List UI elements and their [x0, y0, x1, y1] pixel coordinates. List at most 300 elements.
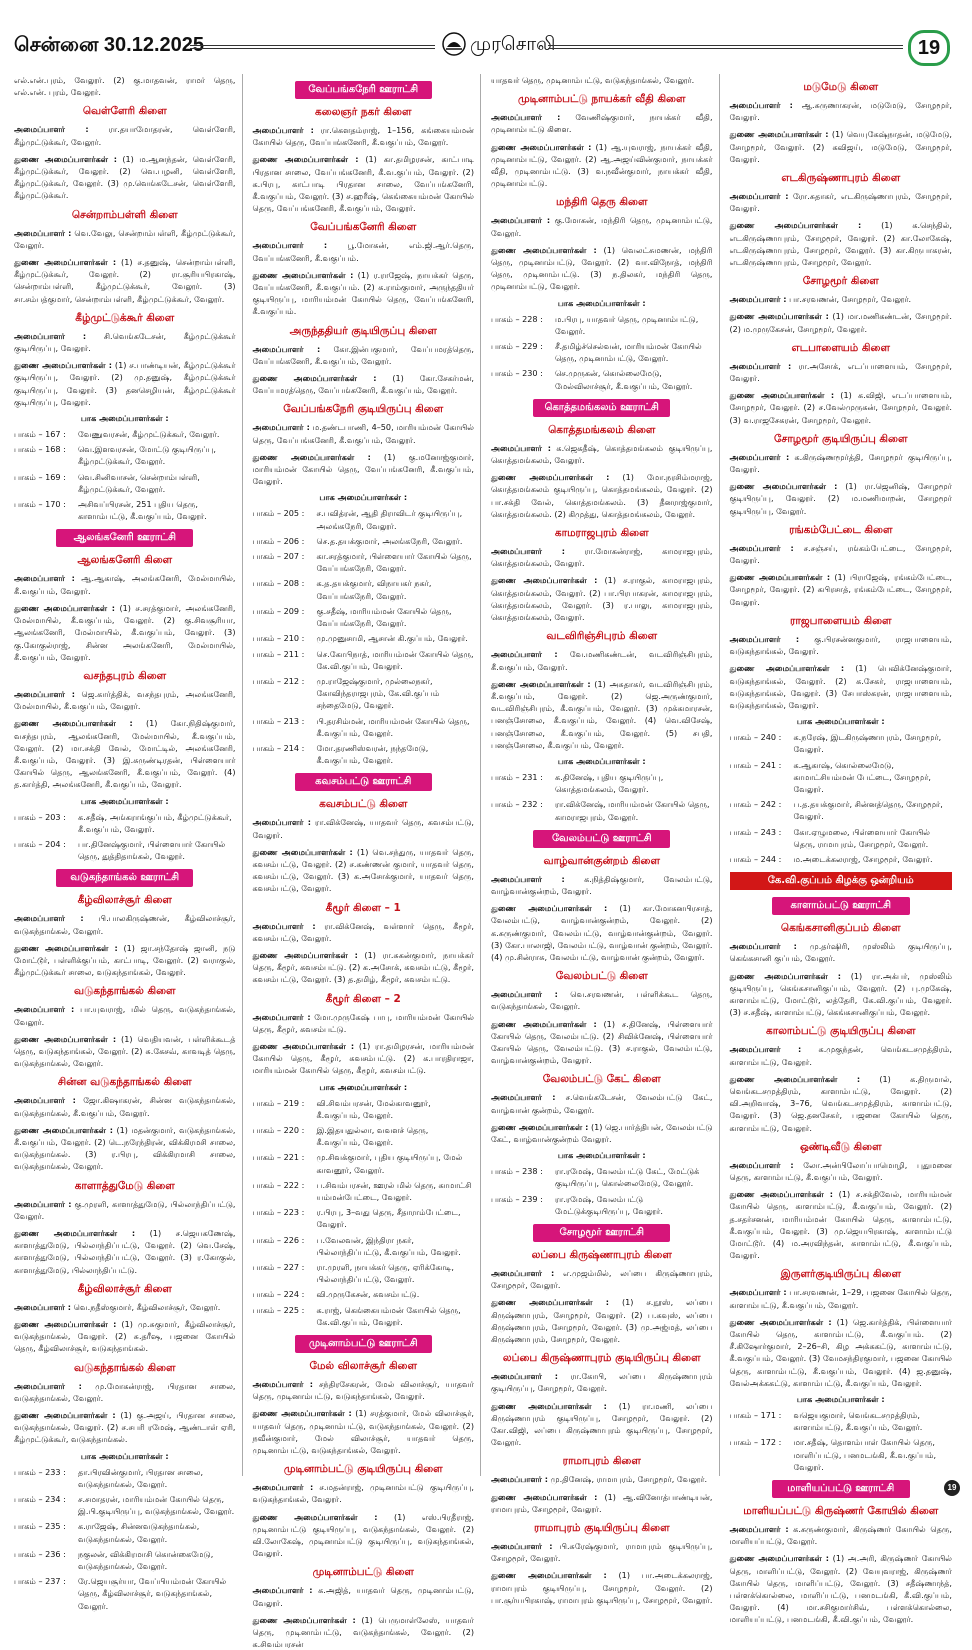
entry-text: (1) ரா.தமிழரசன், மாரியம்மன் கோயில் தெரு, கீழூர், கவசம்பட்டு. (2) க.பாரதிராஜா, மாரியம்மன் கோயில் தெரு, கீழூர், கவசம்பட்டு.	[252, 1040, 474, 1076]
booth-organisers-heading: பாக அமைப்பாளர்கள் :	[319, 1081, 408, 1092]
organiser-entry	[253, 124, 475, 148]
entry-label: அமைப்பாளர் :	[252, 920, 316, 931]
booth-row	[253, 1151, 475, 1175]
entry-text: எ.முஜம்மில், லப்பை கிருஷ்ணாபுரம், சோழமூர், வேலூர்.	[491, 1268, 713, 1291]
entry-text: (1) பெவிக்னேஷ்குமார், வடுகந்தாங்கல், வேலூர். (2) க.சேகர், ராஜபாளையம், வடுகந்தாங்கல், வேலூர். (3) சேபாஸ்கரன், ராஜபாளையம், வடுகந்தாங்கல், வேலூர்.	[729, 663, 952, 710]
booth-organiser: ர.பிரபு, 3–வது தெரு, சீதாராம்பேட்டை, வேலூர்.	[316, 1207, 461, 1230]
deputy-organisers-entry	[730, 1552, 953, 1625]
entry-text: வெ.வேலு, சென்றாம்பள்ளி, கீழ்முட்டுக்கூர், வேலூர்.	[14, 227, 236, 250]
panchayat-banner: கொத்தமங்கலம் ஊராட்சி	[533, 399, 670, 417]
entry-text: பூ.மோகன், எம்.ஜி.ஆர்.தெரு, வேப்பங்கனேரி, கீ.வகுப்பம்.	[252, 240, 474, 263]
entry-label: அமைப்பாளர் :	[491, 989, 558, 1000]
deputy-organisers-entry	[253, 451, 475, 488]
entry-text: (1) கா.மோகனபிரசாத், வேலம்பட்டு, வாழ்வான்குன்றம், வேலூர். (2) க.சுருண்குமார், வேலம்பட்டு, வாழ்வான்குன்றம், வேலூர். (3) கோ.பாலாஜி, வேலம்பட்டு, வாழ்வான் குன்றம், வேலூர். (4) மு.சின்ராசு, வேலம்பட்டு, வாழ்வான் குன்றம், வேலூர்.	[491, 903, 713, 962]
deputy-organisers-entry	[253, 153, 475, 214]
booth-organiser: க.ராஜ், கெங்கையம்மன் கோயில் தெரு, கே.வி.குப்பம், வேலூர்.	[316, 1304, 461, 1327]
booth-organiser: வேணுவரசன், கீழ்முட்டுக்கூர், வேலூர்.	[78, 429, 220, 440]
entry-text: கு.மோகன், மந்திரி தெரு, முடினாம்பட்டு, வேலூர்.	[491, 215, 713, 238]
booth-row	[14, 1575, 236, 1612]
organiser-entry	[253, 1481, 475, 1505]
column-3	[491, 74, 720, 1605]
entry-label: துணை அமைப்பாளர்கள் :	[491, 903, 608, 914]
deputy-organisers-entry	[491, 1121, 713, 1145]
entry-label: துணை அமைப்பாளர்கள் :	[14, 360, 112, 371]
entry-label: துணை அமைப்பாளர்கள் :	[491, 1121, 589, 1132]
booth-number: பாகம் – 232 :	[491, 799, 543, 810]
entry-label: அமைப்பாளர் :	[491, 1474, 549, 1485]
branch-heading: வாழ்வான்குன்றம் கிளை	[543, 854, 660, 867]
booth-organiser: தா.பிரவின்குமார், பிரதான சாலை, வடுகந்தாங்கல், வேலூர்.	[78, 1466, 204, 1489]
booth-organiser: மு.முனுசாமி, ஆசான் கி.குப்பம், வேலூர்.	[316, 633, 468, 644]
branch-heading: லப்பை கிருஷ்ணாபுரம் கிளை	[531, 1249, 672, 1261]
deputy-organisers-entry	[730, 480, 953, 517]
booth-organiser: ம.பிரபு, யாதவர் தெரு, முடினாம்பட்டு, வேலூர்.	[555, 313, 699, 336]
branch-heading: கலைஞர் நகர் கிளை	[315, 106, 412, 118]
entry-text: மு.தர்ஷிரி, முஸ்லிம் குடியிருப்பு, கெங்கசானி குப்பம், வேலூர்.	[729, 941, 952, 964]
deputy-organisers-entry	[491, 574, 713, 623]
entry-text: (1) மோ.நரசிம்மராஜ், கொத்தமங்கலம் குடியிருப்பு, கொத்தமங்கலம், வேலூர். (2) பா.சக்தி வேல், கொத்தமங்கலம். (3) தீனராஜ்குமார், கொத்தமங்கலம். (2) கிமுத்து, கொத்தமங்கலம், வேலூர்.	[491, 472, 713, 519]
organiser-entry	[14, 1003, 236, 1027]
branch-heading: கவசம்பட்டு கிளை	[319, 798, 408, 811]
deputy-organisers-entry	[14, 256, 236, 305]
booth-organiser: க.த.தயக்குமார், விநாயகர் நகர், வேப்பங்கநேரி, வேலூர்.	[316, 578, 432, 601]
booth-number: பாகம் – 225 :	[252, 1304, 305, 1315]
entry-text: (1) ச.பாண்டியன், கீழ்முட்டுக்கூர் குடியிருப்பு, வேலூர். (2) மு.தனுஷ், கீழ்முட்டுக்கூர் குடியிருப்பு, வேலூர். (3) தனசெழியன், கீழ்முட்டுக்கூர் குடியிருப்பு, வேலூர்.	[14, 360, 236, 407]
booth-organiser: சீ.தமிழ்ச்செல்வன், மாரியம்மன் கோயில் தெரு, முடினாம்பட்டு, வேலூர்.	[555, 341, 702, 364]
entry-text: க.நித்திஷ்குமார், வேலம்பட்டு, வாழ்வான்குன்றம், வேலூர்.	[491, 873, 713, 896]
entry-label: அமைப்பாளர் :	[14, 1301, 72, 1312]
booth-row	[14, 838, 236, 862]
organiser-entry	[491, 873, 713, 897]
entry-label: அமைப்பாளர் :	[491, 546, 565, 557]
panchayat-banner: வேலம்பட்டு ஊராட்சி	[533, 830, 670, 848]
branch-heading: வெள்ளேரி கிளை	[82, 105, 167, 118]
entry-label: அமைப்பாளர் :	[252, 240, 328, 251]
entry-label: துணை அமைப்பாளர்கள் :	[491, 575, 598, 586]
panchayat-banner: முடினாம்பட்டு ஊராட்சி	[295, 1335, 432, 1353]
entry-label: அமைப்பாளர் :	[729, 1287, 787, 1298]
booth-row	[253, 1261, 475, 1285]
booth-organiser: ப.சிவம்பரசன், ஊரல் மில் தெரு, காமாட்சி யம்மன்பேட்டை, வேலூர்.	[316, 1179, 472, 1202]
entry-label: துணை அமைப்பாளர்கள் :	[729, 970, 842, 981]
entry-text: ரா.விக்னேஷ், வள்ளார் தெரு, கீழூர், கவசம்பட்டு, வேலூர்.	[252, 920, 474, 943]
deputy-organisers-entry	[730, 389, 953, 426]
booth-organiser: ரா.ரமேஷ், வேலம்பட்டு கேட், மேட்டுக் குடியிருப்பு, கொல்லைமேடு, வேலூர்.	[555, 1166, 700, 1189]
booth-number: பாகம் – 235 :	[14, 1521, 66, 1532]
entry-text: ரா.கோபி, லப்பை கிருஷ்ணாபுரம் குடியிருப்பு, சோழமூர், வேலூர்.	[491, 1371, 713, 1394]
organiser-entry	[253, 1378, 475, 1402]
column-1	[14, 74, 243, 1611]
entry-label: அமைப்பாளர் :	[729, 542, 794, 553]
entry-text: (1) ச.நூஸ், லப்பை கிருஷ்ணாபுரம், சோழமூர், வேலூர். (2) ப.கவுஸ், லப்பை கிருஷ்ணாபுரம், சோழமூர், வேலூர். (3) மு.அஜ்மத், லப்பை கிருஷ்ணாபுரம், சோழமூர், வேலூர்.	[491, 1297, 713, 1345]
booth-number: பாகம் – 172 :	[729, 1437, 782, 1448]
branch-heading: ஆலங்கனேரி கிளை	[77, 554, 173, 567]
deputy-organisers-entry	[14, 1318, 236, 1355]
deputy-organisers-entry	[730, 1188, 953, 1261]
entry-text: ரா.தயாமோதரன், வெள்ளேரி, கீழ்முட்டுக்கூர், வேலூர்.	[14, 124, 236, 147]
entry-text: (1) க.திருமால், வெங்கடசமுத்திரம், காளாம்பட்டு, வேலூர். (2) வி.அறிவாஷ், 3–76, வெங்கடசமுத்திரம், காளாம்பட்டு, வேலூர். (3) ஜெ.தனசேகர், பஜனை கோயில் தெரு, காளாம்பட்டு, வேலூர்.	[729, 1073, 952, 1133]
booth-organiser: க.தினேஷ், புதிய குடியிருப்பு, கொத்தமங்கலம், வேலூர்.	[555, 771, 664, 795]
booth-organiser: நகுலன், விக்கிரமாசி கொன்கைமேடு, வடுகந்தாங்கல், வேலூர்.	[78, 1548, 214, 1572]
entry-text: வெ.நதீஸ்குமார், கீழ்விலாச்சூர், வேலூர்.	[71, 1301, 221, 1312]
entry-text: பா.யுவராஜ், மில் தெரு, வடுகந்தாங்கல், வேலூர்.	[14, 1004, 236, 1027]
branch-heading: வேப்பங்கநேரி குடியிருப்பு கிளை	[283, 403, 444, 416]
panchayat-banner: வேப்பங்கநேரி ஊராட்சி	[295, 81, 432, 99]
booth-number: பாகம் – 213 :	[252, 715, 305, 726]
booth-number: பாகம் – 234 :	[14, 1494, 66, 1505]
branch-heading: சென்றாம்பள்ளி கிளை	[71, 208, 178, 221]
booth-organiser: கா.சரத்குமார், பிள்ளையார் கோயில் தெரு, வேப்பங்கநேரி, வேலூர்.	[316, 551, 472, 574]
booth-organiser: செ.முருகன், கொல்லைமேடு, மேல்விலாச்சூர், கீ.வகுப்பம், வேலூர்.	[555, 368, 693, 391]
booth-number: பாகம் – 210 :	[252, 633, 305, 644]
entry-label: துணை அமைப்பாளர்கள் :	[491, 1018, 597, 1029]
booth-organiser: ரே.ஜெயசூர்யா, வேப்பியம்மன் கோயில் தெரு, கீழ்விலாச்சூர், வடுகந்தாங்கல், வேலூர்.	[78, 1576, 227, 1611]
booth-organiser: வி.சிவம்பரசன், மேல்காவனூர், கீ.வகுப்பம், வேலூர்.	[316, 1097, 431, 1120]
entry-text: மு.மோகன்ராஜ், பிரதான சாலை, வடுகந்தாங்கல், வேலூர்.	[14, 1380, 236, 1403]
entry-label: துணை அமைப்பாளர்கள் :	[491, 1491, 598, 1502]
entry-text: சந்திரசேகரன், மேல் விலாச்சூர், யாதவர் தெரு, முடினாம்பட்டு, வடுகந்தாங்கல், வேலூர்.	[252, 1379, 474, 1402]
panchayat-banner: மாளியப்பட்டு ஊராட்சி	[772, 1480, 910, 1498]
booth-row	[253, 715, 475, 739]
booth-organiser: ம.அடைக்கலராஜ், சோழமூர், வேலூர்.	[793, 853, 933, 864]
branch-heading: முடினாம்பட்டு குடியிருப்பு கிளை	[283, 1463, 443, 1476]
booth-number: பாகம் – 220 :	[252, 1124, 305, 1135]
entry-label: அமைப்பாளர் :	[252, 1379, 313, 1390]
entry-text: பா.சரவணன், சோழமூர், வேலூர்.	[786, 294, 912, 305]
entry-text: க.சுருண்குமார், கிருஷ்ணர் கோயில் தெரு, மாளியப்பட்டு, வேலூர்.	[729, 1524, 953, 1547]
branch-heading: மாளியப்பட்டு கிருஷ்ணர் கோயில் கிளை	[743, 1505, 939, 1518]
booth-number: பாகம் – 233 :	[14, 1466, 66, 1477]
booth-organiser: ரா.விக்னேஷ், மாரியம்மன் கோயில் தெரு, காமராஜபுரம், வேலூர்.	[555, 799, 710, 822]
branch-heading: எடகிருஷ்ணாபுரம் கிளை	[781, 172, 901, 185]
panchayat-banner: ஆலங்கனேரி ஊராட்சி	[56, 529, 193, 547]
entry-text: (1) பா.அடைக்கலராஜ், ராமாபுரம் குடியிருப்பு, சோழமூர், வேலூர். (2) பா.சூர்யபிரகாஷ், ராமாபுரம் குடியிருப்பு, சோழமூர், வேலூர்.	[491, 1570, 713, 1605]
organiser-entry	[730, 451, 953, 475]
entry-text: (1) ரா.சுகன்குமார், நாயக்கர் தெரு, கீழூர், கவசம்பட்டு. (2) க.அசோக், கவசம்பட்டு, கீழூர், கவசம்பட்டு, வேலூர். (3) த.தமிழ், கீழூர், கவசம்பட்டு.	[252, 949, 474, 985]
booth-number: பாகம் – 205 :	[252, 508, 305, 519]
entry-label: அமைப்பாளர் :	[14, 227, 72, 238]
organiser-entry	[14, 912, 236, 936]
deputy-organisers-entry	[253, 269, 475, 318]
entry-text: (1) ச.ராகுல், காமராஜபுரம், கொத்தமங்கலம், வேலூர். (2) பா.பிரபாகரன், காமராஜபுரம், கொத்தமங்கலம், வேலூர். (3) ர.பாலு, காமராஜபுரம், கொத்தமங்கலம், வேலூர்.	[491, 575, 713, 623]
entry-text: பி.சுரேஷ்குமார், ராமாபுரம் குடியிருப்பு, சோழமூர், வேலூர்.	[491, 1541, 713, 1564]
organiser-entry	[253, 239, 475, 263]
booth-row	[253, 1288, 475, 1300]
booth-number: பாகம் – 206 :	[252, 535, 305, 546]
booth-row	[253, 535, 475, 547]
entry-label: அமைப்பாளர் :	[491, 1268, 555, 1278]
entry-text: (1) கோ.சேகர்மன், வேப்பமரத்தெரு, வேப்பங்கனேரி, கீ.வகுப்பம், வேலூர்.	[252, 373, 474, 396]
branch-heading: இருளர்குடியிருப்பு கிளை	[780, 1268, 901, 1281]
entry-text: (1) சரத்குமார், மேல் விலாச்சூர், யாதவர் தெரு, முடினாம்பட்டு, வடுகந்தாங்கல், வேலூர். (2) நவீன்குமார், மேல் விலாச்சூர், யாதவர் தெரு, முடினாம்பட்டு, வடுகந்தாங்கல், வேலூர்.	[252, 1408, 474, 1456]
booth-organiser: இ.இதயதுல்லா, வவளச் தெரு, கீ.வகுப்பம், வேலூர்.	[316, 1124, 429, 1148]
column-2	[252, 74, 482, 1650]
booth-number: பாகம் – 214 :	[252, 742, 305, 753]
organiser-entry	[14, 688, 236, 712]
entry-text: க.கிருஷ்ணமூர்த்தி, சோழமூர் குடியிருப்பு, வேலூர்.	[729, 451, 952, 475]
entry-label: துணை அமைப்பாளர்கள் :	[14, 1228, 136, 1238]
entry-text: (1) பெருமாள்லேஸ், யாதவர் தெரு, முடினாம்பட்டு, வடுகந்தாங்கல், வேலூர். (2) க.சிவம்பரசன்	[252, 1614, 474, 1650]
booth-organiser: மு.ராஜேஷ்குமார், முல்லைநகர், கோவிந்தராஜபுரம், கே.வி.குப்பம் சந்தைமேடு, வேலூர்.	[316, 675, 440, 711]
entry-label: துணை அமைப்பாளர்கள் :	[14, 718, 133, 729]
deputy-organisers-entry	[491, 1018, 713, 1067]
deputy-organisers-entry	[730, 571, 953, 608]
branch-heading: வடுகந்தாங்கல் கிளை	[74, 1361, 176, 1374]
entry-label: துணை அமைப்பாளர்கள் :	[491, 1297, 610, 1308]
booth-row	[14, 1548, 236, 1572]
panchayat-banner: காளாம்பட்டு ஊராட்சி	[772, 897, 910, 915]
entry-text: (1) வெயுகேஷ்நாதன், மடுமேடு, சோழமூர், வேலூர். (2) கவிஜய், மடுமேடு, சோழமூர், வேலூர்.	[729, 129, 952, 164]
organiser-entry	[730, 633, 953, 657]
organiser-entry	[491, 1370, 713, 1394]
organiser-entry	[491, 1473, 713, 1485]
entry-text: (1) வெலட்சுமணன், மந்திரி தெரு, முடினாம்பட்டு, வேலூர். (2) வா.விநோத், மந்திரி தெரு, முடினாம்பட்டு. (3) ந.திலகர், மந்திரி தெரு, முடினாம்பட்டு, வேலூர்.	[491, 244, 713, 292]
booth-organiser: மோ.தரணிஸ்வரன், நந்தமேடு, கீ.வகுப்பம், வேலூர்.	[316, 742, 429, 766]
branch-heading: அருந்ததியர் குடியிருப்பு கிளை	[289, 324, 437, 337]
organiser-entry	[730, 940, 953, 964]
booth-row	[14, 471, 236, 495]
entry-text: (1) மா.மணிகண்டன், சோழமூர். (2) ம.முருகேசன், சோழமூர், வேலூர்.	[729, 311, 952, 334]
entry-text: வேணிஷ்குமார், நாயக்கர் வீதி, முடினாம்பட்டு கிளை.	[491, 112, 713, 135]
booth-number: பாகம் – 239 :	[491, 1193, 543, 1204]
booth-number: பாகம் – 244 :	[729, 853, 782, 864]
booth-number: பாகம் – 226 :	[252, 1234, 305, 1245]
booth-row	[491, 1165, 713, 1189]
entry-text: க.அஜித், யாதவர் தெரு, முடினாம்பட்டு, வேலூர்.	[252, 1585, 474, 1608]
deputy-organisers-entry	[491, 1400, 713, 1449]
entry-text: ஆ.ஆகாஷ், அலங்கனேரி, மேல்மாயில், கீ.வகுப்பம், வேலூர்.	[14, 573, 236, 596]
booth-number: பாகம் – 223 :	[252, 1207, 305, 1218]
page-number-badge: 19	[908, 30, 950, 66]
booth-organiser: ரா.ரமேஷ், வேலம்பட்டு மேட்டுக்குடியிருப்பு, வேலூர்.	[555, 1193, 663, 1216]
branch-heading: கீழ்விலாச்சூர் கிளை	[77, 894, 172, 907]
branch-heading: வேலம்பட்டு கேட் கிளை	[542, 1073, 661, 1086]
deputy-organisers-entry	[14, 717, 236, 790]
booth-number: பாகம் – 171 :	[729, 1410, 782, 1421]
booth-row	[253, 1124, 475, 1148]
entry-label: அமைப்பாளர் :	[491, 649, 558, 660]
entry-label: துணை அமைப்பாளர்கள் :	[491, 472, 610, 483]
entry-text: ரா.மோகன்ராஜ், காமராஜபுரம், கொத்தமங்கலம், வேலூர்.	[491, 546, 713, 569]
entry-text: (1) ச.சக்திவேல், மாரியம்மன் கோயில் தெரு, காளாம்பட்டு, கீ.வகுப்பம், வேலூர். (2) த.சதர்சனன், மாரியம்மன் கோயில் தெரு, காளாம்பட்டு, கீ.வகுப்பம், வேலூர். (3) மு.ஜெயபிரகாஷ், காளாம்பட்டு மோட்டூர். (4) ம.அரவிந்தன், காளாம்பட்டு, கீ.வகுப்பம், வேலூர்.	[729, 1189, 952, 1261]
deputy-organisers-entry	[730, 1316, 953, 1389]
entry-label: அமைப்பாளர் :	[14, 124, 89, 135]
entry-label: துணை அமைப்பாளர்கள் :	[729, 220, 862, 231]
booth-number: பாகம் – 240 :	[729, 732, 782, 743]
booth-organisers-heading: பாக அமைப்பாளர்கள் :	[557, 755, 646, 766]
newspaper-name: முரசொலி	[470, 34, 556, 55]
entry-label: துணை அமைப்பாளர்கள் :	[14, 1319, 117, 1330]
deputy-organisers-entry	[14, 1033, 236, 1070]
organiser-entry	[14, 330, 236, 354]
entry-text: ச.சஞ்சய், ரங்கம்பேட்டை, சோழமூர், வேலூர்.	[729, 542, 952, 566]
entry-text: (1) ம.ஆனந்தன், வெள்ளேரி, கீழ்முட்டுக்கூர், வேலூர். (2) வெ.பழனி, வெள்ளேரி, கீழ்முட்டுக்கூர், வேலூர். (3) மு.வெங்கடேசன், வெள்ளேரி, கீழ்முட்டுக்கூர்.	[14, 153, 236, 201]
booth-organisers-heading: பாக அமைப்பாளர்கள் :	[796, 1394, 885, 1405]
entry-label: துணை அமைப்பாளர்கள் :	[252, 1040, 355, 1051]
booth-row	[253, 632, 475, 644]
footer-page-number: 19	[944, 1480, 960, 1496]
booth-number: பாகம் – 236 :	[14, 1548, 66, 1559]
entry-label: துணை அமைப்பாளர்கள் :	[252, 451, 371, 462]
deputy-organisers-entry	[253, 1407, 475, 1456]
booth-organiser: ரா.முரளி, நாயக்கர் தெரு, ஏரிக்கோடி, பில்லாந்திப்பட்டு, வேலூர்.	[316, 1262, 454, 1285]
booth-number: பாகம் – 204 :	[14, 838, 66, 849]
entry-label: அமைப்பாளர் :	[491, 112, 561, 123]
entry-text: ச.வெங்கடேசன், வேலம்பட்டு கேட், வாழ்வான் குன்றம், வேலூர்.	[491, 1092, 713, 1115]
deputy-organisers-entry	[491, 902, 713, 963]
booth-number: பாகம் – 229 :	[491, 341, 543, 352]
branch-heading: மடுமேடு கிளை	[803, 81, 879, 93]
entry-text: கோ.இன்பகுமார், வேப்பமரத்தெரு, வேப்பங்கனேரி, கீ.வகுப்பம், வேலூர்.	[252, 343, 474, 366]
entry-label: அமைப்பாளர் :	[491, 1371, 558, 1382]
entry-text: மோ.முருகேஷ் பாபு, மாரியம்மன் கோயில் தெரு, கீழூர், கவசம்பட்டு.	[252, 1011, 474, 1034]
entry-text: ரா.கௌதம்ராஜ், 1–156, கங்கையம்மன் கோயில் தெரு, வேப்பங்கனேரி, கீ.வகுப்பம், வேலூர்.	[252, 125, 475, 148]
booth-row	[491, 313, 713, 337]
branch-heading: ரங்கம்பேட்டை கிளை	[789, 523, 893, 536]
entry-label: அமைப்பாளர் :	[729, 191, 789, 202]
deputy-organisers-entry	[253, 846, 475, 895]
entry-text: பி.பாலகிருஷ்ணன், கீழ்விலாச்சூர், வடுகந்தாங்கல், வேலூர்.	[14, 913, 236, 936]
booth-row	[491, 1193, 713, 1217]
booth-organiser: க.ராஜேஷ், சின்னவடுகந்தாங்கல், வடுகந்தாங்கல், வேலூர்.	[78, 1521, 200, 1544]
organiser-entry	[730, 1043, 953, 1067]
sun-rising-icon	[442, 32, 466, 56]
deputy-organisers-entry	[253, 949, 475, 986]
entry-text: (1) ஜா.சந்தோஷ் ஜானி, நடு மோட்டூர், பள்ளிக்குப்பம், காட்பாடி, வேலூர். (2) வராகுல், கீழ்முட்டுக்கூர் சாலை, வடுகந்தாங்கல், வேலூர்.	[14, 942, 236, 978]
entry-label: துணை அமைப்பாளர்கள் :	[491, 678, 591, 689]
entry-label: அமைப்பாளர் :	[729, 1524, 789, 1535]
entry-label: துணை அமைப்பாளர்கள் :	[252, 373, 377, 384]
booth-number: பாகம் – 224 :	[252, 1289, 305, 1300]
entry-label: துணை அமைப்பாளர்கள் :	[14, 1124, 114, 1135]
booth-number: பாகம் – 230 :	[491, 368, 543, 379]
booth-number: பாகம் – 169 :	[14, 471, 66, 482]
entry-label: துணை அமைப்பாளர்கள் :	[491, 1570, 607, 1581]
entry-text: (1) வெ.சந்துரு, யாதவர் தெரு, கவசம்பட்டு, வேலூர். (2) ச.கண்ணன் குமார், யாதவர் தெரு, கவசம்பட்டு, வேலூர். (3) க.அசோக்குமார், யாதவர் தெரு, கவசம்பட்டு, வேலூர்.	[252, 846, 475, 894]
entry-text: (1) அ.அரி, கிருஷ்ணர் கோயில் தெரு, மாளிப்பட்டு, வேலூர். (2) வேயுவராஜ், கிருஷ்ணர் கோயில் தெரு, மாளிப்பட்டு, வேலூர். (3) சதீஷ்ணாந்த், பள்ளக்கொல்லை, மாளிப்பட்டு, பனமடங்கி, கீ.வி.குப்பம், வேலூர். (4) மா.சசிகுமார்சிவ், பள்ளக்கொல்லை, மாளியப்பட்டு, பனமடங்கி, கீ.வி.குப்பம், வேலூர்.	[729, 1553, 952, 1625]
entry-text: (1) எஸ்.பிரதீராஜ், முடினாம்பட்டு குடியிருப்பு, வடுகந்தாங்கல், வேலூர். (2) வி.லோகேஷ், முடினாம்பட்டு குடியிருப்பு, வடுகந்தாங்கல், வேலூர்.	[252, 1511, 474, 1559]
entry-text: (1) ரா.மணி, லப்பை கிருஷ்ணாபுரம் குடியிருப்பு, சோழமூர், வேலூர். (2) கோ.விஜி, லப்பை கிருஷ்ணாபுரம் குடியிருப்பு, சோழமூர், வேலூர்.	[491, 1400, 713, 1448]
entry-label: அமைப்பாளர் :	[729, 1159, 794, 1170]
panchayat-banner: சோழமூர் ஊராட்சி	[533, 1224, 670, 1242]
entry-text: லோ.அன்பிலோப்பாமொழி, புதுமனை தெரு, காளாம்பட்டு, கீ.வகுப்பம், வேலூர்.	[729, 1159, 953, 1182]
booth-organiser: க.சதீஷ், அங்கராங்குப்பம், கீழ்முட்டுக்கூர், கீ.வகுப்பம், வேலூர்.	[78, 811, 232, 834]
organiser-entry	[491, 1091, 713, 1115]
booth-row	[253, 1304, 475, 1328]
entry-label: துணை அமைப்பாளர்கள் :	[729, 1073, 861, 1084]
organiser-entry	[491, 1267, 713, 1291]
booth-organiser: ப.த.தயக்குமார், சின்னத்தெரு, சோழமூர், வேலூர்.	[793, 799, 943, 822]
organiser-entry	[730, 190, 953, 214]
branch-heading: சோழமூர் கிளை	[802, 275, 879, 288]
booth-number: பாகம் – 222 :	[252, 1179, 305, 1190]
booth-number: பாகம் – 207 :	[252, 551, 305, 562]
entry-label: துணை அமைப்பாளர்கள் :	[729, 1316, 832, 1327]
entry-text: (1) க.விஜி, எடப்பாளையம், சோழமூர், வேலூர். (2) ச.வேல்முருகன், சோழமூர், வேலூர். (3) வ.ராஜசேகரன், சோழமூர், வேலூர்.	[729, 390, 952, 425]
entry-label: அமைப்பாளர் :	[729, 360, 792, 371]
entry-label: அமைப்பாளர் :	[729, 941, 797, 952]
masthead-date: சென்னை 30.12.2025	[14, 34, 205, 56]
deputy-organisers-entry	[491, 141, 713, 190]
entry-text: (1) ஜெ.கார்த்திக், பிள்ளையார் கோயில் தெரு, காளாம்பட்டு, கீ.வகுப்பம். (2) சீ.கிஷோர்குமார், 2–26–சி, கிழ அக்ககட்டு, காளாம்பட்டு, கீ.வகுப்பம், வேலூர். (3) வேமசந்திரகுமார், பஜனை கோயில் தெரு, காளாம்பட்டு, கீ.வகுப்பம், வேலூர். (4) ஜ.தனுஷ், வேல்அக்ககட்டு, காளாம்பட்டு, கீ.வகுப்பம், வேலூர்.	[729, 1316, 952, 1388]
union-banner: கே.வி.குப்பம் கிழக்கு ஒன்றியம்	[730, 872, 953, 890]
deputy-organisers-entry	[253, 372, 475, 396]
branch-heading: ராமாபுரம் குடியிருப்பு கிளை	[533, 1522, 670, 1535]
booth-row	[253, 507, 475, 531]
entry-text: (1) ஆ.வினோத்பாண்டியன், ராமாபுரம், சோழமூர், வேலூர்.	[491, 1491, 713, 1514]
organiser-entry	[253, 343, 475, 367]
booth-organiser: பி.தரசிம்மன், மாரியம்மன் கோயில் தெரு, கீ.வகுப்பம், வேலூர்.	[316, 715, 470, 738]
deputy-organisers-entry	[730, 1073, 953, 1134]
branch-heading: கீழ்முட்டுக்கூர் கிளை	[75, 311, 175, 324]
deputy-organisers-entry	[14, 1124, 236, 1173]
entry-label: அமைப்பாளர் :	[14, 573, 75, 584]
organiser-entry	[491, 648, 713, 672]
booth-number: பாகம் – 242 :	[729, 799, 782, 810]
entry-label: துணை அமைப்பாளர்கள் :	[14, 942, 118, 953]
entry-text: (1) ச.ஜெயகணேஷ், காளாத்துமேடு, பில்லாந்திப்பட்டு, வேலூர். (2) வெ.சேஷ், காளாத்துமேடு, பில்லாந்திப்பட்டு, வேலூர். (3) ர.கோகுல், காளாத்துமேடு, பில்லாந்திப்பட்டு.	[14, 1228, 236, 1275]
organiser-entry	[253, 920, 475, 944]
booth-organiser: கு.சதீஷ், மாரியம்மன் கோயில் தெரு, வேப்பங்கநேரி, வேலூர்.	[316, 605, 452, 629]
booth-organisers-heading: பாக அமைப்பாளர்கள் :	[80, 795, 169, 806]
branch-heading: சின்ன வடுகந்தாங்கல் கிளை	[57, 1076, 192, 1089]
entry-label: அமைப்பாளர் :	[252, 343, 321, 354]
entry-text: கு.முரளி, காளாத்துமேடு, பில்லாந்திப்பட்டு, வேலூர்.	[14, 1198, 236, 1221]
entry-label: அமைப்பாளர் :	[14, 1004, 75, 1015]
deputy-organisers-entry	[14, 942, 236, 979]
entry-text: ம.தண்டபாணி, 4–50, மாரியம்மன் கோயில் தெரு, வேப்பங்கனேரி, கீ.வகுப்பம், வேலூர்.	[252, 422, 474, 445]
booth-number: பாகம் – 208 :	[252, 578, 305, 589]
booth-organisers-heading: பாக அமைப்பாளர்கள் :	[796, 716, 885, 727]
booth-row	[253, 1234, 475, 1258]
entry-label: அமைப்பாளர் :	[252, 1585, 313, 1596]
branch-heading: காளாத்துமேடு கிளை	[74, 1179, 175, 1192]
entry-text: ஜெ.கார்த்திக், வசந்தபுரம், அலங்கனேரி, மேல்மாயில், கீ.வகுப்பம், வேலூர்.	[14, 688, 236, 712]
branch-heading: கீழூர் கிளை – 1	[325, 901, 401, 914]
booth-number: பாகம் – 243 :	[729, 826, 782, 837]
booth-organiser: மு.சிவக்குமார், புதிய குடியிருப்பு, மேல் காவனூர், வேலூர்.	[316, 1152, 463, 1175]
entry-text: ரோ.சுதாகர், எடகிருஷ்ணாபுரம், சோழமூர், வேலூர்.	[729, 191, 952, 214]
entry-text: ரா.அசோக், எடப்பாளையம், சோழமூர், வேலூர்.	[729, 360, 952, 384]
entry-label: அமைப்பாளர் :	[14, 1198, 72, 1209]
booth-number: பாகம் – 211 :	[252, 648, 305, 659]
masthead-rule-right	[548, 45, 903, 49]
entry-label: அமைப்பாளர் :	[14, 330, 87, 341]
entry-label: துணை அமைப்பாளர்கள் :	[729, 572, 831, 583]
organiser-entry	[253, 1011, 475, 1035]
branch-heading: கீழ்விலாச்சூர் கிளை	[77, 1282, 172, 1295]
booth-number: பாகம் – 221 :	[252, 1152, 305, 1163]
organiser-entry	[730, 1523, 953, 1547]
booth-organiser: வி.முருகேசன், கவசம்பட்டு.	[316, 1289, 420, 1300]
entry-label: துணை அமைப்பாளர்கள் :	[14, 1410, 116, 1421]
organiser-entry	[491, 214, 713, 238]
organiser-entry	[14, 1198, 236, 1222]
article-columns	[14, 74, 958, 1650]
entry-label: அமைப்பாளர் :	[14, 1380, 82, 1391]
branch-heading: வேலம்பட்டு கிளை	[555, 970, 648, 983]
organiser-entry	[14, 1301, 236, 1313]
entry-text: ச.மதன்ராஜ், முடினாம்பட்டு குடியிருப்பு, வடுகந்தாங்கல், வேலூர்.	[252, 1482, 474, 1505]
deputy-organisers-entry	[253, 1511, 475, 1560]
booth-row	[14, 1466, 236, 1490]
booth-organiser: வெ.சினிவாசன், சென்றாம்பள்ளி, கீழ்முட்டுக்கூர், வேலூர்.	[78, 471, 200, 494]
booth-row	[14, 428, 236, 440]
entry-text: (1) கு.அஜய், பிரதான சாலை, வடுகந்தாங்கல், வேலூர். (2) ச.சபரி ரமேஷ், ஆண்டாள் ஏரி, கீழ்முட்டுக்கூர், வடுகந்தாங்கல்.	[14, 1410, 236, 1445]
entry-text: (1) பிராஜேஷ், ரங்கம்பேட்டை, சோழமூர், வேலூர். (2) கபிரசாத், ரங்கம்பேட்டை, சோழமூர், வேலூர்.	[729, 572, 952, 607]
branch-heading: கெங்கசானிகுப்பம் கிளை	[780, 922, 901, 935]
entry-text: க.முகுந்தன், வெங்கடசமுத்திரம், காளாம்பட்டு, வேலூர்.	[729, 1044, 952, 1067]
